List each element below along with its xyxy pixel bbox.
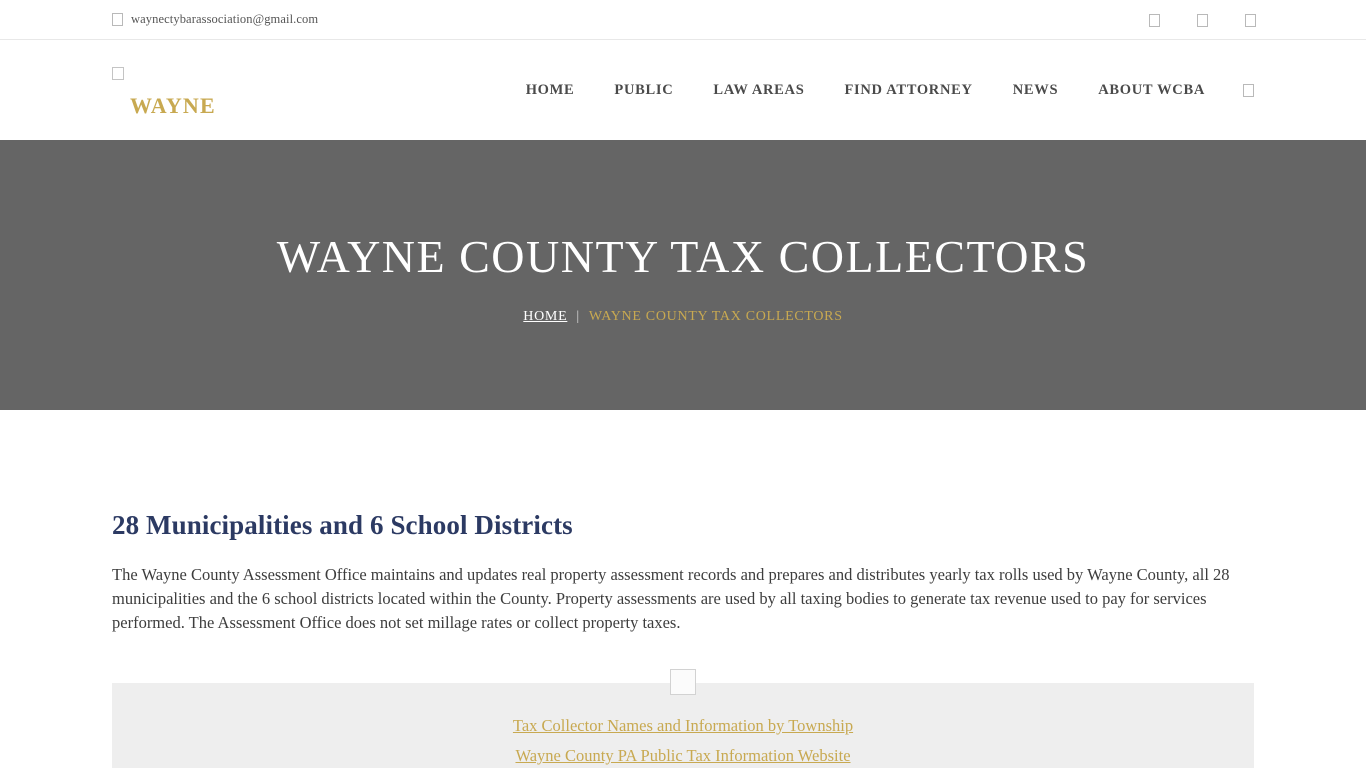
nav-item-about-wcba[interactable]: ABOUT WCBA	[1098, 81, 1205, 98]
section-title: 28 Municipalities and 6 School Districts	[112, 510, 573, 540]
envelope-icon	[112, 13, 123, 26]
nav-item-home[interactable]: HOME	[525, 81, 575, 98]
search-toggle[interactable]	[1243, 84, 1254, 97]
links-panel	[112, 683, 1254, 768]
broken-image-icon	[112, 67, 124, 80]
page-title: WAYNE COUNTY TAX COLLECTORS	[276, 230, 1090, 282]
nav-item-news[interactable]: NEWS	[1012, 81, 1059, 98]
breadcrumb	[523, 309, 842, 325]
main-content	[0, 410, 1366, 768]
broken-image-icon	[670, 669, 696, 695]
site-header	[0, 40, 1366, 140]
breadcrumb-separator: |	[576, 308, 580, 324]
page-hero	[0, 140, 1366, 410]
site-logo[interactable]	[112, 61, 372, 119]
nav-item-find-attorney[interactable]: FIND ATTORNEY	[844, 81, 973, 98]
breadcrumb-current: WAYNE COUNTY TAX COLLECTORS	[588, 308, 843, 324]
logo-text: WAYNE	[130, 93, 216, 118]
nav-item-law-areas[interactable]: LAW AREAS	[713, 81, 805, 98]
link-public-tax-website[interactable]: Wayne County PA Public Tax Information Website	[515, 746, 851, 765]
top-bar-email[interactable]	[112, 12, 318, 27]
linkedin-icon[interactable]	[1245, 14, 1256, 27]
link-tax-collector-names[interactable]: Tax Collector Names and Information by Township	[512, 716, 854, 735]
email-address[interactable]: waynectybarassociation@gmail.com	[131, 12, 319, 26]
breadcrumb-home[interactable]: HOME	[523, 308, 568, 324]
search-icon	[1243, 84, 1254, 97]
twitter-icon[interactable]	[1197, 14, 1208, 27]
facebook-icon[interactable]	[1149, 14, 1160, 27]
main-navigation	[506, 40, 1254, 140]
section-body: The Wayne County Assessment Office maintains and updates real property assessment records and prepares and distributes yearly tax rolls used by Wayne County, all 28 municipalities and the 6 school districts located within the County. Property assessments are used by all taxing bodies to generate tax revenue used to pay for services performed. The Assessment Office does not set millage rates or collect property taxes.	[112, 565, 1230, 632]
top-bar	[0, 0, 1366, 40]
nav-item-public[interactable]: PUBLIC	[614, 81, 674, 98]
social-links	[1149, 0, 1256, 40]
